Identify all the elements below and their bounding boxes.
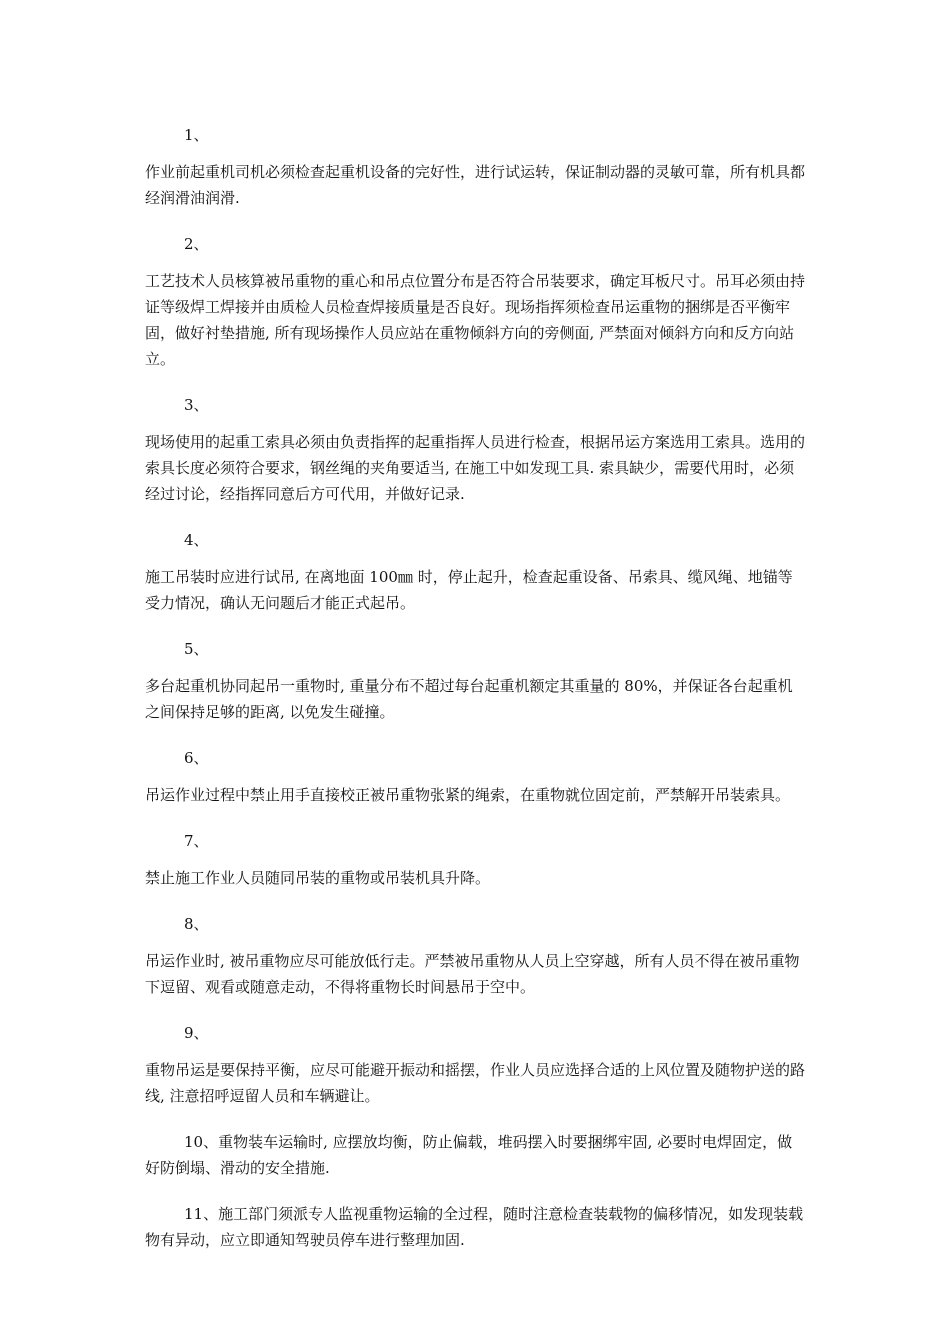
list-item bbox=[145, 828, 805, 891]
item-number: 8、 bbox=[184, 915, 209, 933]
item-number: 11、 bbox=[184, 1205, 219, 1223]
list-item bbox=[145, 1129, 805, 1181]
item-number: 3、 bbox=[184, 396, 209, 414]
item-text: 现场使用的起重工索具必须由负责指挥的起重指挥人员进行检查，根据吊运方案选用工索具。选用的索具长度必须符合要求，钢丝绳的夹角要适当, 在施工中如发现工具. 索具缺少，需要代用时，必须经过讨论，经指挥同意后方可代用，并做好记录. bbox=[145, 433, 806, 503]
list-item bbox=[145, 392, 805, 507]
item-text: 施工部门须派专人监视重物运输的全过程，随时注意检查装载物的偏移情况，如发现装载物有异动，应立即通知驾驶员停车进行整理加固. bbox=[145, 1205, 804, 1249]
list-item bbox=[145, 1201, 805, 1253]
list-item bbox=[145, 1020, 805, 1109]
item-text: 多台起重机协同起吊一重物时, 重量分布不超过每台起重机额定其重量的 80%，并保证各台起重机之间保持足够的距离, 以免发生碰撞。 bbox=[145, 677, 793, 721]
item-number: 9、 bbox=[184, 1024, 209, 1042]
item-text: 禁止施工作业人员随同吊装的重物或吊装机具升降。 bbox=[145, 869, 491, 887]
list-item bbox=[145, 911, 805, 1000]
list-item bbox=[145, 231, 805, 372]
item-number: 1、 bbox=[184, 126, 209, 144]
item-text: 吊运作业过程中禁止用手直接校正被吊重物张紧的绳索，在重物就位固定前，严禁解开吊装索具。 bbox=[145, 786, 791, 804]
item-text: 重物吊运是要保持平衡，应尽可能避开振动和摇摆，作业人员应选择合适的上风位置及随物护送的路线, 注意招呼逗留人员和车辆避让。 bbox=[145, 1061, 806, 1105]
item-number: 6、 bbox=[184, 749, 209, 767]
item-number: 7、 bbox=[184, 832, 209, 850]
list-item bbox=[145, 122, 805, 211]
list-item bbox=[145, 636, 805, 725]
item-text: 吊运作业时, 被吊重物应尽可能放低行走。严禁被吊重物从人员上空穿越，所有人员不得在被吊重物下逗留、观看或随意走动，不得将重物长时间悬吊于空中。 bbox=[145, 952, 800, 996]
document-body bbox=[145, 122, 805, 1273]
item-text: 施工吊装时应进行试吊, 在离地面 100㎜ 时，停止起升，检查起重设备、吊索具、缆风绳、地锚等受力情况，确认无问题后才能正式起吊。 bbox=[145, 568, 793, 612]
item-text: 作业前起重机司机必须检查起重机设备的完好性，进行试运转，保证制动器的灵敏可靠，所有机具都经润滑油润滑. bbox=[145, 163, 806, 207]
item-number: 5、 bbox=[184, 640, 209, 658]
list-item bbox=[145, 745, 805, 808]
item-number: 10、 bbox=[184, 1133, 219, 1151]
item-number: 2、 bbox=[184, 235, 209, 253]
item-number: 4、 bbox=[184, 531, 209, 549]
list-item bbox=[145, 527, 805, 616]
item-text: 重物装车运输时, 应摆放均衡，防止偏载，堆码摆入时要捆绑牢固, 必要时电焊固定，做好防倒塌、滑动的安全措施. bbox=[145, 1133, 793, 1177]
item-text: 工艺技术人员核算被吊重物的重心和吊点位置分布是否符合吊装要求，确定耳板尺寸。吊耳必须由持证等级焊工焊接并由质检人员检查焊接质量是否良好。现场指挥须检查吊运重物的捆绑是否平衡牢固，做好衬垫措施, 所有现场操作人员应站在重物倾斜方向的旁侧面, 严禁面对倾斜方向和反方向站立。 bbox=[145, 272, 806, 368]
